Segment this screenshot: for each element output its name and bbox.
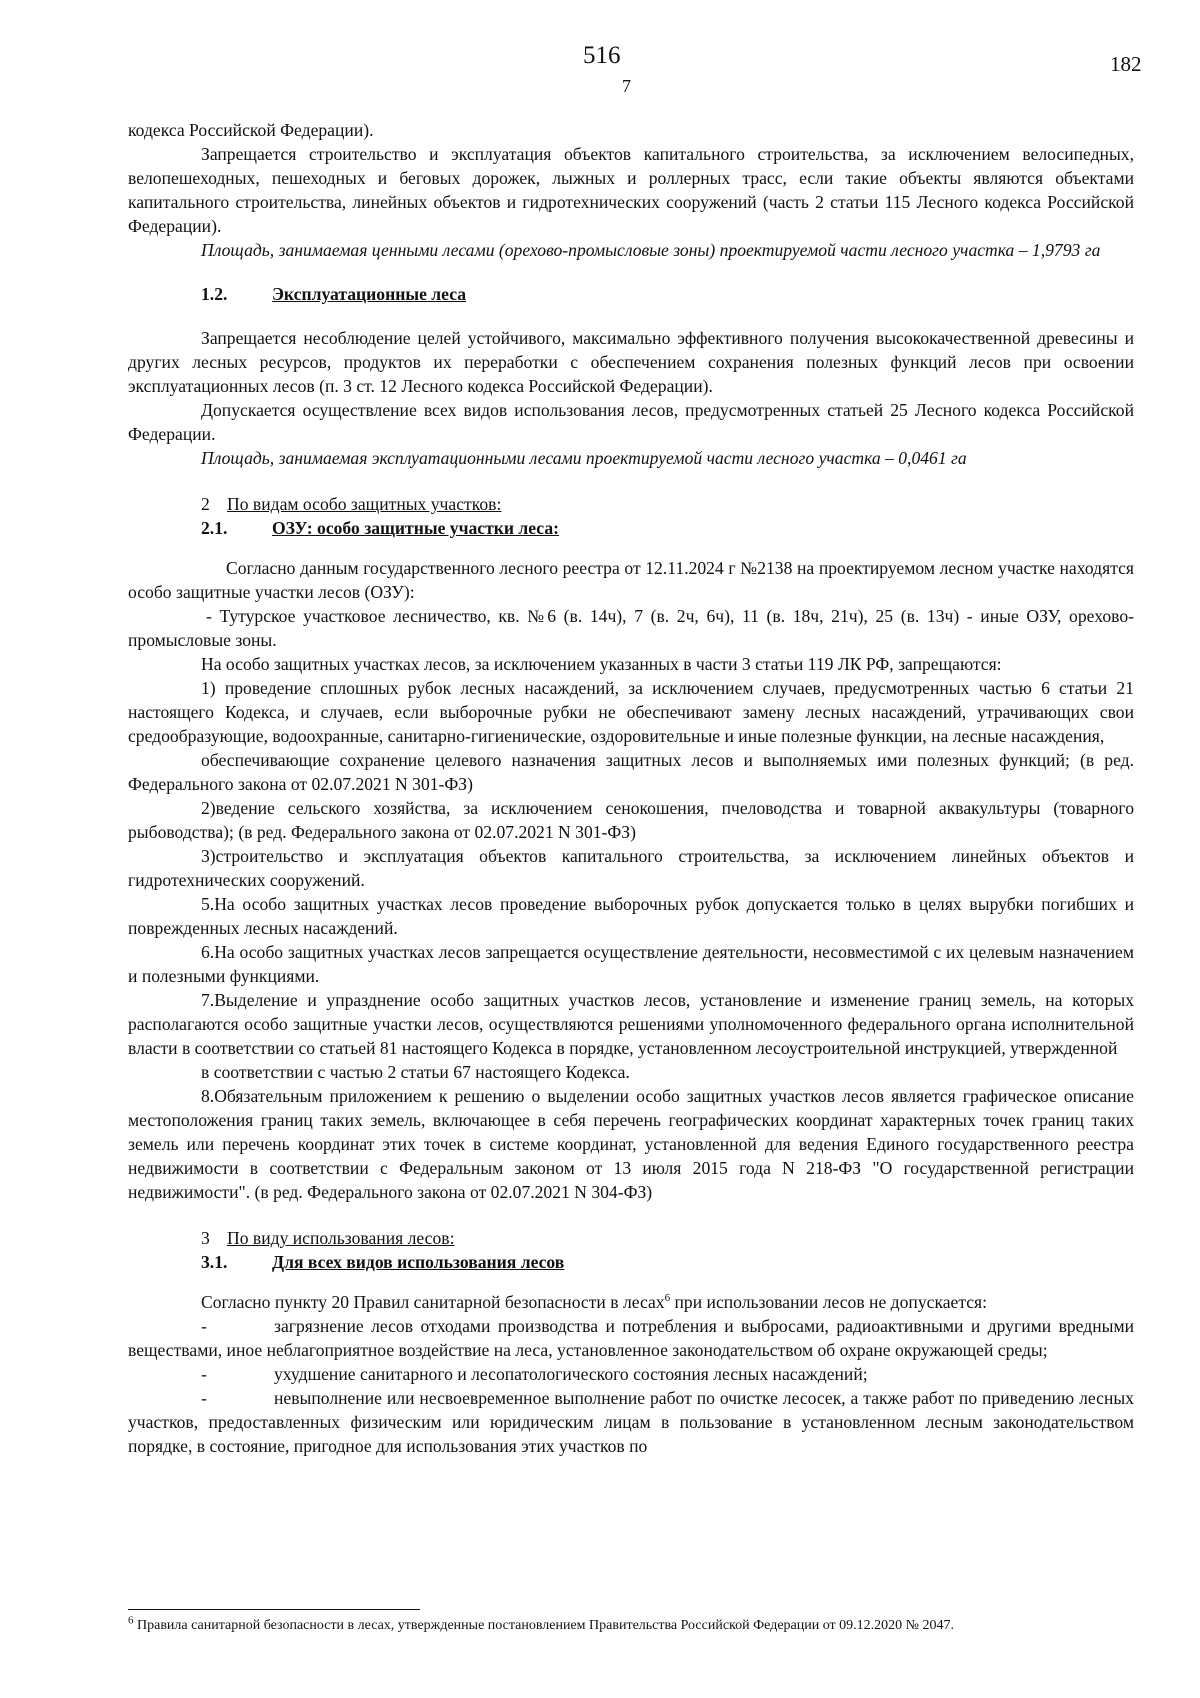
section-number: 3.1. <box>201 1252 228 1272</box>
paragraph: Согласно данным государственного лесного реестра от 12.11.2024 г №2138 на проектируемом лесном участке находятся особо защитные участки лесов (ОЗУ): <box>128 558 1134 602</box>
section-number: 3 <box>201 1228 210 1248</box>
paragraph-area-value: Площадь, занимаемая ценными лесами (орехово-промысловые зоны) проектируемой части лесного участка – 1,9793 га <box>201 240 1101 260</box>
paragraph: 5.На особо защитных участках лесов проведение выборочных рубок допускается только в целях вырубки погибших и поврежденных лесных насаждений. <box>128 894 1134 938</box>
footnote-separator <box>128 1609 420 1610</box>
dash-marker: - <box>201 1388 207 1408</box>
page-number-sub: 7 <box>622 76 631 96</box>
section-title: ОЗУ: особо защитные участки леса: <box>272 518 559 538</box>
dash-item <box>128 1386 1134 1458</box>
section-title: По видам особо защитных участков: <box>227 494 502 514</box>
section-title: Эксплуатационные леса <box>272 284 467 304</box>
paragraph: - Тутурское участковое лесничество, кв. №6 (в. 14ч), 7 (в. 2ч, 6ч), 11 (в. 18ч, 21ч), 25 (в. 13ч) - иные ОЗУ, орехово-промысловые зоны. <box>128 606 1134 650</box>
paragraph: кодекса Российской Федерации). <box>128 120 374 140</box>
section-title: Для всех видов использования лесов <box>272 1252 565 1272</box>
page-number-right: 182 <box>1110 52 1142 76</box>
document-body <box>128 118 1134 1458</box>
dash-text: ухудшение санитарного и лесопатологического состояния лесных насаждений; <box>274 1364 868 1384</box>
paragraph: Запрещается несоблюдение целей устойчивого, максимально эффективного получения высококачественной древесины и других лесных ресурсов, продуктов их переработки с обеспечением сохранения полезных функций лесов при освоении эксплуатационных лесов (п. 3 ст. 12 Лесного кодекса Российской Федерации). <box>128 328 1134 396</box>
dash-item <box>128 1314 1134 1362</box>
paragraph: 2)ведение сельского хозяйства, за исключением сенокошения, пчеловодства и товарной аквакультуры (товарного рыбоводства); (в ред. Федерального закона от 02.07.2021 N 301-ФЗ) <box>128 798 1134 842</box>
paragraph-text: при использовании лесов не допускается: <box>670 1292 988 1312</box>
paragraph <box>128 1290 1134 1314</box>
section-heading-2-1 <box>128 516 1134 540</box>
section-heading-3-1 <box>128 1250 1134 1274</box>
paragraph: 7.Выделение и упразднение особо защитных участков лесов, установление и изменение границ земель, на которых располагаются особо защитные участки лесов, осуществляются решениями уполномоченного федерального органа исполнительной власти в соответствии со статьей 81 настоящего Кодекса в порядке, установленном лесоустроительной инструкцией, утвержденной <box>128 990 1134 1058</box>
paragraph: Допускается осуществление всех видов использования лесов, предусмотренных статьей 25 Лесного кодекса Российской Федерации. <box>128 400 1134 444</box>
dash-text: невыполнение или несвоевременное выполнение работ по очистке лесосек, а также работ по приведению лесных участков, предоставленных физическим или юридическим лицам в пользование в установленном лесным законодательством порядке, в состояние, пригодное для использования этих участков по <box>128 1388 1134 1456</box>
paragraph: 1) проведение сплошных рубок лесных насаждений, за исключением случаев, предусмотренных частью 6 статьи 21 настоящего Кодекса, и случаев, если выборочные рубки не обеспечивают замену лесных насаждений, утрачивающих свои средообразующие, водоохранные, санитарно-гигиенические, оздоровительные и иные полезные функции, на лесные насаждения, <box>128 678 1134 746</box>
dash-marker: - <box>201 1364 207 1384</box>
dash-item <box>128 1362 1134 1386</box>
footnote-mark: 6 <box>128 1614 134 1627</box>
paragraph: обеспечивающие сохранение целевого назначения защитных лесов и выполняемых ими полезных функций; (в ред. Федерального закона от 02.07.2021 N 301-ФЗ) <box>128 750 1134 794</box>
paragraph: 8.Обязательным приложением к решению о выделении особо защитных участков лесов является графическое описание местоположения границ таких земель, включающее в себя перечень географических координат характерных точек границ таких земель или перечень координат этих точек в системе координат, установленной для ведения Единого государственного реестра недвижимости в соответствии с Федеральным законом от 13 июля 2015 года N 218-ФЗ "О государственной регистрации недвижимости". (в ред. Федерального закона от 02.07.2021 N 304-ФЗ) <box>128 1086 1134 1202</box>
footnote-text: Правила санитарной безопасности в лесах, утвержденные постановлением Правительства Российской Федерации от 09.12.2020 № 2047. <box>133 1618 955 1633</box>
footnote-reference[interactable]: 6 <box>664 1292 671 1305</box>
paragraph: в соответствии с частью 2 статьи 67 настоящего Кодекса. <box>201 1062 630 1082</box>
section-title: По виду использования лесов: <box>227 1228 455 1248</box>
dash-marker: - <box>201 1316 207 1336</box>
section-heading-1-2 <box>128 282 1134 306</box>
paragraph-area-value: Площадь, занимаемая эксплуатационными лесами проектируемой части лесного участка – 0,0461 га <box>201 448 967 468</box>
paragraph-text: Согласно пункту 20 Правил санитарной безопасности в лесах <box>201 1292 665 1312</box>
section-heading-3 <box>128 1226 1134 1250</box>
section-heading-2 <box>128 492 1134 516</box>
paragraph: 6.На особо защитных участках лесов запрещается осуществление деятельности, несовместимой с их целевым назначением и полезными функциями. <box>128 942 1134 986</box>
section-number: 2.1. <box>201 518 228 538</box>
paragraph: Запрещается строительство и эксплуатация объектов капитального строительства, за исключением велосипедных, велопешеходных, пешеходных и беговых дорожек, лыжных и роллерных трасс, если такие объекты являются объектами капитального строительства, линейных объектов и гидротехнических сооружений (часть 2 статьи 115 Лесного кодекса Российской Федерации). <box>128 144 1134 236</box>
paragraph: На особо защитных участках лесов, за исключением указанных в части 3 статьи 119 ЛК РФ, запрещаются: <box>201 654 1002 674</box>
page-number-main: 516 <box>583 42 621 69</box>
paragraph: 3)строительство и эксплуатация объектов капитального строительства, за исключением линейных объектов и гидротехнических сооружений. <box>128 846 1134 890</box>
footnote <box>128 1614 1134 1635</box>
section-number: 1.2. <box>201 284 228 304</box>
section-number: 2 <box>201 494 210 514</box>
dash-text: загрязнение лесов отходами производства и потребления и выбросами, радиоактивными и другими вредными веществами, иное неблагоприятное воздействие на леса, установленное законодательством об охране окружающей среды; <box>128 1316 1134 1360</box>
